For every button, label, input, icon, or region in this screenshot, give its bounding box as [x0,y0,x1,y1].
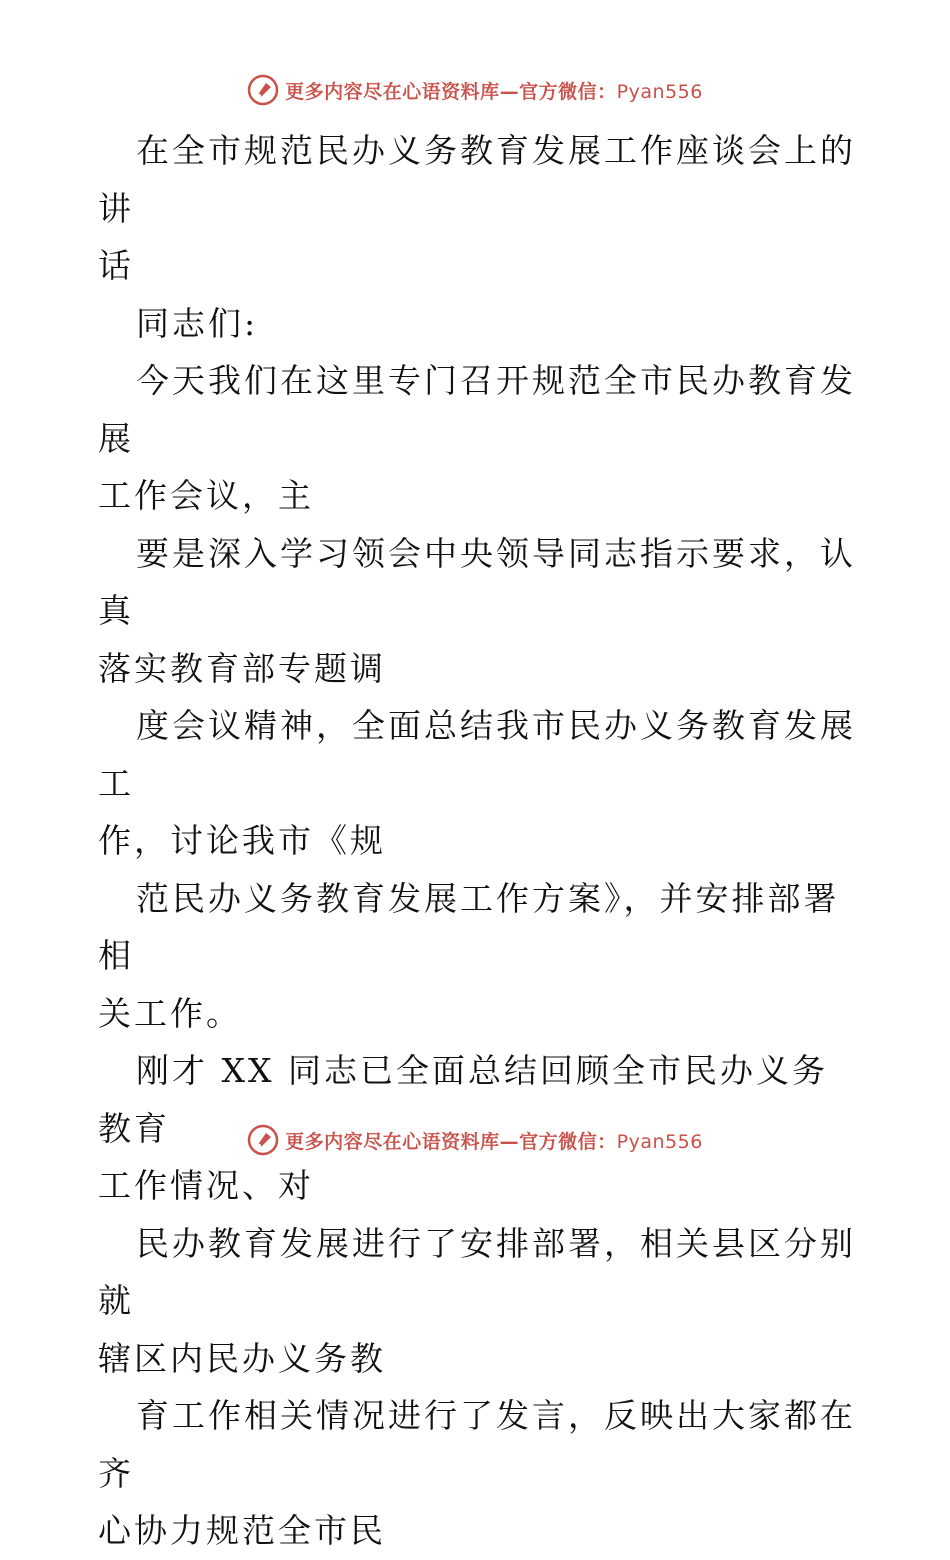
watermark-text: 更多内容尽在心语资料库—官方微信：Pyan556 [285,1130,703,1153]
document-title: 在全市规范民办义务教育发展工作座谈会上的讲 话 [98,131,856,285]
paragraph: 要是深入学习领会中央领导同志指示要求，认真 落实教育部专题调 [98,533,856,688]
paragraph: 育工作相关情况进行了发言，反映出大家都在齐 心协力规范全市民 [98,1396,856,1550]
paragraph: 度会议精神，全面总结我市民办义务教育发展工 作，讨论我市《规 [98,706,856,860]
paragraph: 今天我们在这里专门召开规范全市民办教育发展 工作会议，主 [98,361,856,515]
watermark-text: 更多内容尽在心语资料库—官方微信：Pyan556 [285,80,703,103]
pen-nib-logo-icon [247,74,279,106]
header-watermark [0,70,950,110]
paragraph: 刚才 XX 同志已全面总结回顾全市民办义务教育 工作情况、对 [98,1051,828,1205]
paragraph: 民办教育发展进行了安排部署，相关县区分别就 辖区内民办义务教 [98,1223,856,1378]
footer-watermark [0,1120,950,1160]
paragraph: 范民办义务教育发展工作方案》，并安排部署相 关工作。 [98,878,840,1033]
salutation: 同志们: [136,303,259,343]
pen-nib-logo-icon [247,1124,279,1156]
document-body [98,122,858,1560]
